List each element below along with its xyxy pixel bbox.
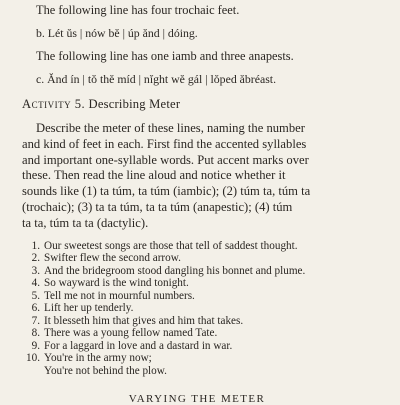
exercise-item [22, 302, 372, 315]
exercise-item [22, 327, 372, 340]
exercise-number: 3. [31, 264, 40, 277]
exercise-number: 5. [31, 289, 40, 302]
exercise-number: 9. [31, 339, 40, 352]
exercise-text: Our sweetest songs are those that tell of saddest thought. [44, 239, 298, 252]
intro-line-trochaic: The following line has four trochaic feet. [36, 3, 240, 17]
exercise-text: Swifter flew the second arrow. [44, 252, 181, 265]
exercise-item [22, 315, 372, 328]
exercise-text: There was a young fellow named Tate. [44, 327, 218, 340]
example-line-b: b. Lét ŭs | nów bĕ | úp ănd | dóing. [36, 26, 198, 40]
exercise-text: So wayward is the wind tonight. [44, 277, 189, 290]
exercise-item [22, 340, 372, 353]
exercise-item [22, 265, 372, 278]
activity-number: Activity 5. [22, 97, 86, 111]
exercise-item [22, 277, 372, 290]
exercise-text: For a laggard in love and a dastard in war. [44, 339, 233, 352]
exercise-number: 8. [31, 327, 40, 340]
exercise-text: You're not behind the plow. [44, 364, 167, 377]
exercise-item [22, 240, 372, 253]
instructions-paragraph [22, 121, 372, 232]
exercise-item-continuation [22, 365, 372, 378]
section-heading: VARYING THE METER [128, 393, 266, 405]
exercise-text: You're in the army now; [44, 352, 152, 365]
exercise-number: 10. [26, 352, 40, 365]
exercise-text: It blesseth him that gives and him that takes. [44, 314, 244, 327]
exercise-list [22, 240, 372, 378]
paragraph-line: these. Then read the line aloud and notice whether it [22, 168, 286, 183]
exercise-number: 7. [31, 314, 40, 327]
exercise-text: Lift her up tenderly. [44, 302, 134, 315]
paragraph-line: (trochaic); (3) ta ta túm, ta ta túm (anapestic); (4) túm [22, 199, 293, 214]
example-line-c: c. Ănd ín | tŏ thĕ míd | nĭght wĕ gál | lŏped ăbréast. [36, 72, 277, 86]
paragraph-line: sounds like (1) ta túm, ta túm (iambic); (2) túm ta, túm ta [22, 184, 311, 199]
activity-heading [22, 97, 372, 112]
exercise-number: 4. [31, 277, 40, 290]
exercise-item [22, 352, 372, 365]
paragraph-line: ta ta, túm ta ta (dactylic). [22, 215, 149, 230]
intro-line-iamb-anapest: The following line has one iamb and three anapests. [36, 49, 294, 63]
exercise-text: Tell me not in mournful numbers. [44, 289, 195, 302]
activity-title: Describing Meter [88, 97, 181, 111]
exercise-number: 6. [31, 302, 40, 315]
exercise-number: 2. [31, 252, 40, 265]
exercise-number: 1. [31, 239, 40, 252]
exercise-text: And the bridegroom stood dangling his bonnet and plume. [44, 264, 306, 277]
paragraph-line: Describe the meter of these lines, naming the number [36, 121, 305, 135]
exercise-item [22, 252, 372, 265]
paragraph-line: and kind of feet in each. First find the accented syllables [22, 136, 307, 151]
exercise-item [22, 290, 372, 303]
paragraph-line: and important one-syllable words. Put accent marks over [22, 152, 309, 167]
